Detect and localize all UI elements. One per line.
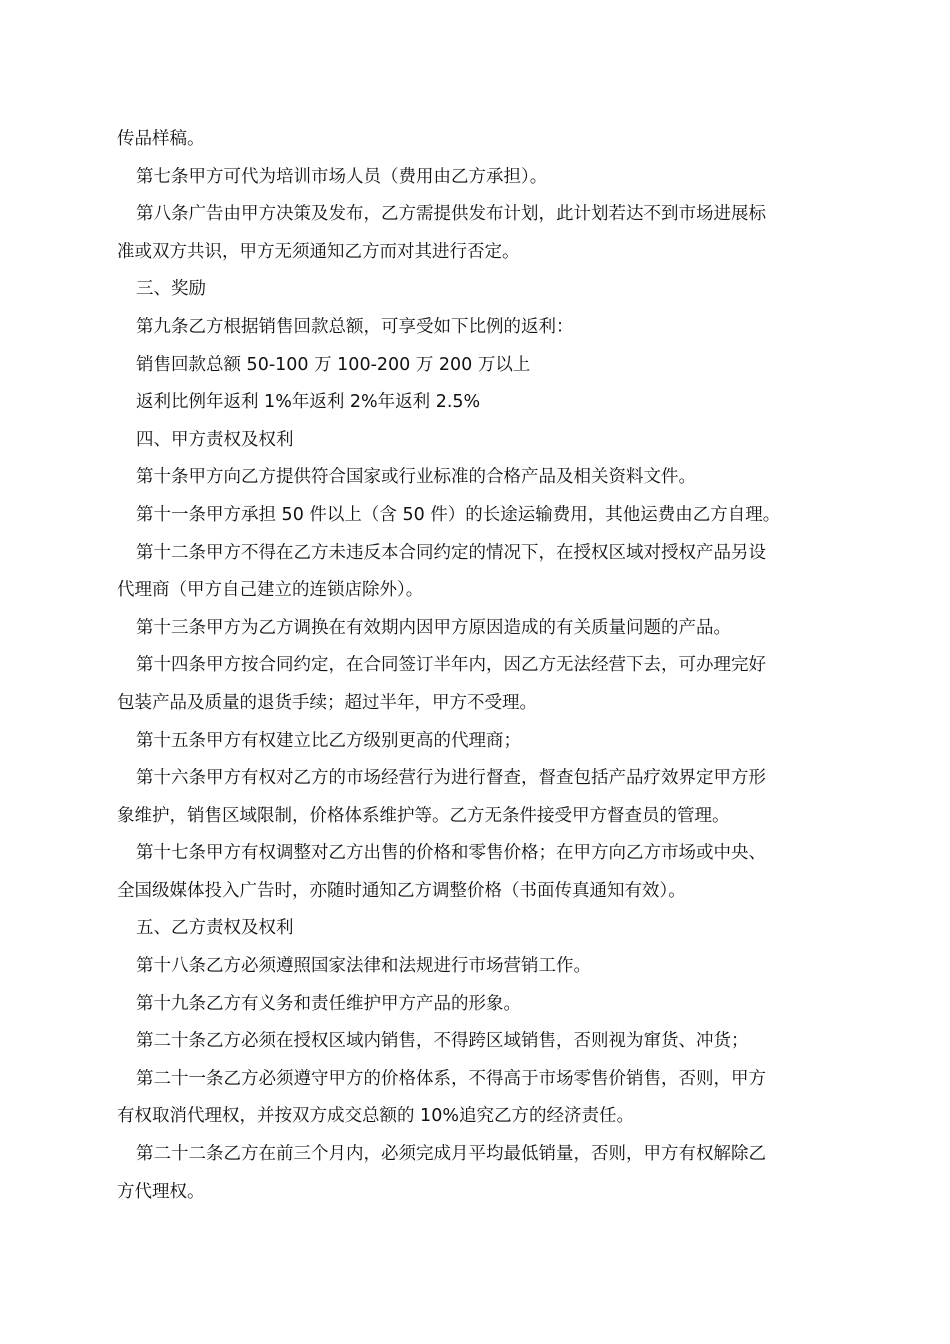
text-line: 方代理权。 [117,1181,205,1202]
text-line: 第十五条甲方有权建立比乙方级别更高的代理商； [136,730,521,751]
text-line: 第十七条甲方有权调整对乙方出售的价格和零售价格；在甲方向乙方市场或中央、 [136,843,766,864]
text-line: 第十六条甲方有权对乙方的市场经营行为进行督查，督查包括产品疗效界定甲方形 [136,768,766,789]
text-line: 第十二条甲方不得在乙方未违反本合同约定的情况下，在授权区域对授权产品另设 [136,542,766,563]
text-line: 第八条广告由甲方决策及发布，乙方需提供发布计划，此计划若达不到市场进展标 [136,204,766,225]
text-line: 第十八条乙方必须遵照国家法律和法规进行市场营销工作。 [136,956,591,977]
text-line: 第七条甲方可代为培训市场人员（费用由乙方承担）。 [136,166,548,187]
text-line: 第十九条乙方有义务和责任维护甲方产品的形象。 [136,993,521,1014]
text-line: 包装产品及质量的退货手续；超过半年，甲方不受理。 [117,692,537,713]
text-line: 传品样稿。 [117,129,205,149]
rebate-table-header: 销售回款总额 50-100 万 100-200 万 200 万以上 [136,354,531,375]
text-line: 代理商（甲方自己建立的连锁店除外）。 [117,580,424,601]
text-line: 象维护，销售区域限制，价格体系维护等。乙方无条件接受甲方督查员的管理。 [117,805,730,826]
text-line: 第二十条乙方必须在授权区域内销售，不得跨区域销售，否则视为窜货、冲货； [136,1031,749,1052]
text-line: 第十条甲方向乙方提供符合国家或行业标准的合格产品及相关资料文件。 [136,467,696,488]
section-heading: 三、奖励 [136,279,206,300]
text-line: 全国级媒体投入广告时，亦随时通知乙方调整价格（书面传真通知有效）。 [117,880,686,901]
text-line: 第十四条甲方按合同约定，在合同签订半年内，因乙方无法经营下去，可办理完好 [136,655,766,676]
text-line: 第二十一条乙方必须遵守甲方的价格体系，不得高于市场零售价销售，否则，甲方 [136,1068,766,1089]
text-line: 有权取消代理权，并按双方成交总额的 10%追究乙方的经济责任。 [117,1106,634,1127]
document-body [117,121,839,1211]
text-line: 第九条乙方根据销售回款总额，可享受如下比例的返利： [136,316,574,337]
text-line: 第十三条甲方为乙方调换在有效期内因甲方原因造成的有关质量问题的产品。 [136,617,731,638]
text-line: 第二十二条乙方在前三个月内，必须完成月平均最低销量，否则，甲方有权解除乙 [136,1144,766,1165]
text-line: 第十一条甲方承担 50 件以上（含 50 件）的长途运输费用，其他运费由乙方自理。 [136,504,781,525]
section-heading: 四、甲方责权及权利 [136,429,294,450]
section-heading: 五、乙方责权及权利 [136,918,294,939]
text-line: 准或双方共识，甲方无须通知乙方而对其进行否定。 [117,241,520,262]
rebate-table-row: 返利比例年返利 1%年返利 2%年返利 2.5% [136,392,481,413]
